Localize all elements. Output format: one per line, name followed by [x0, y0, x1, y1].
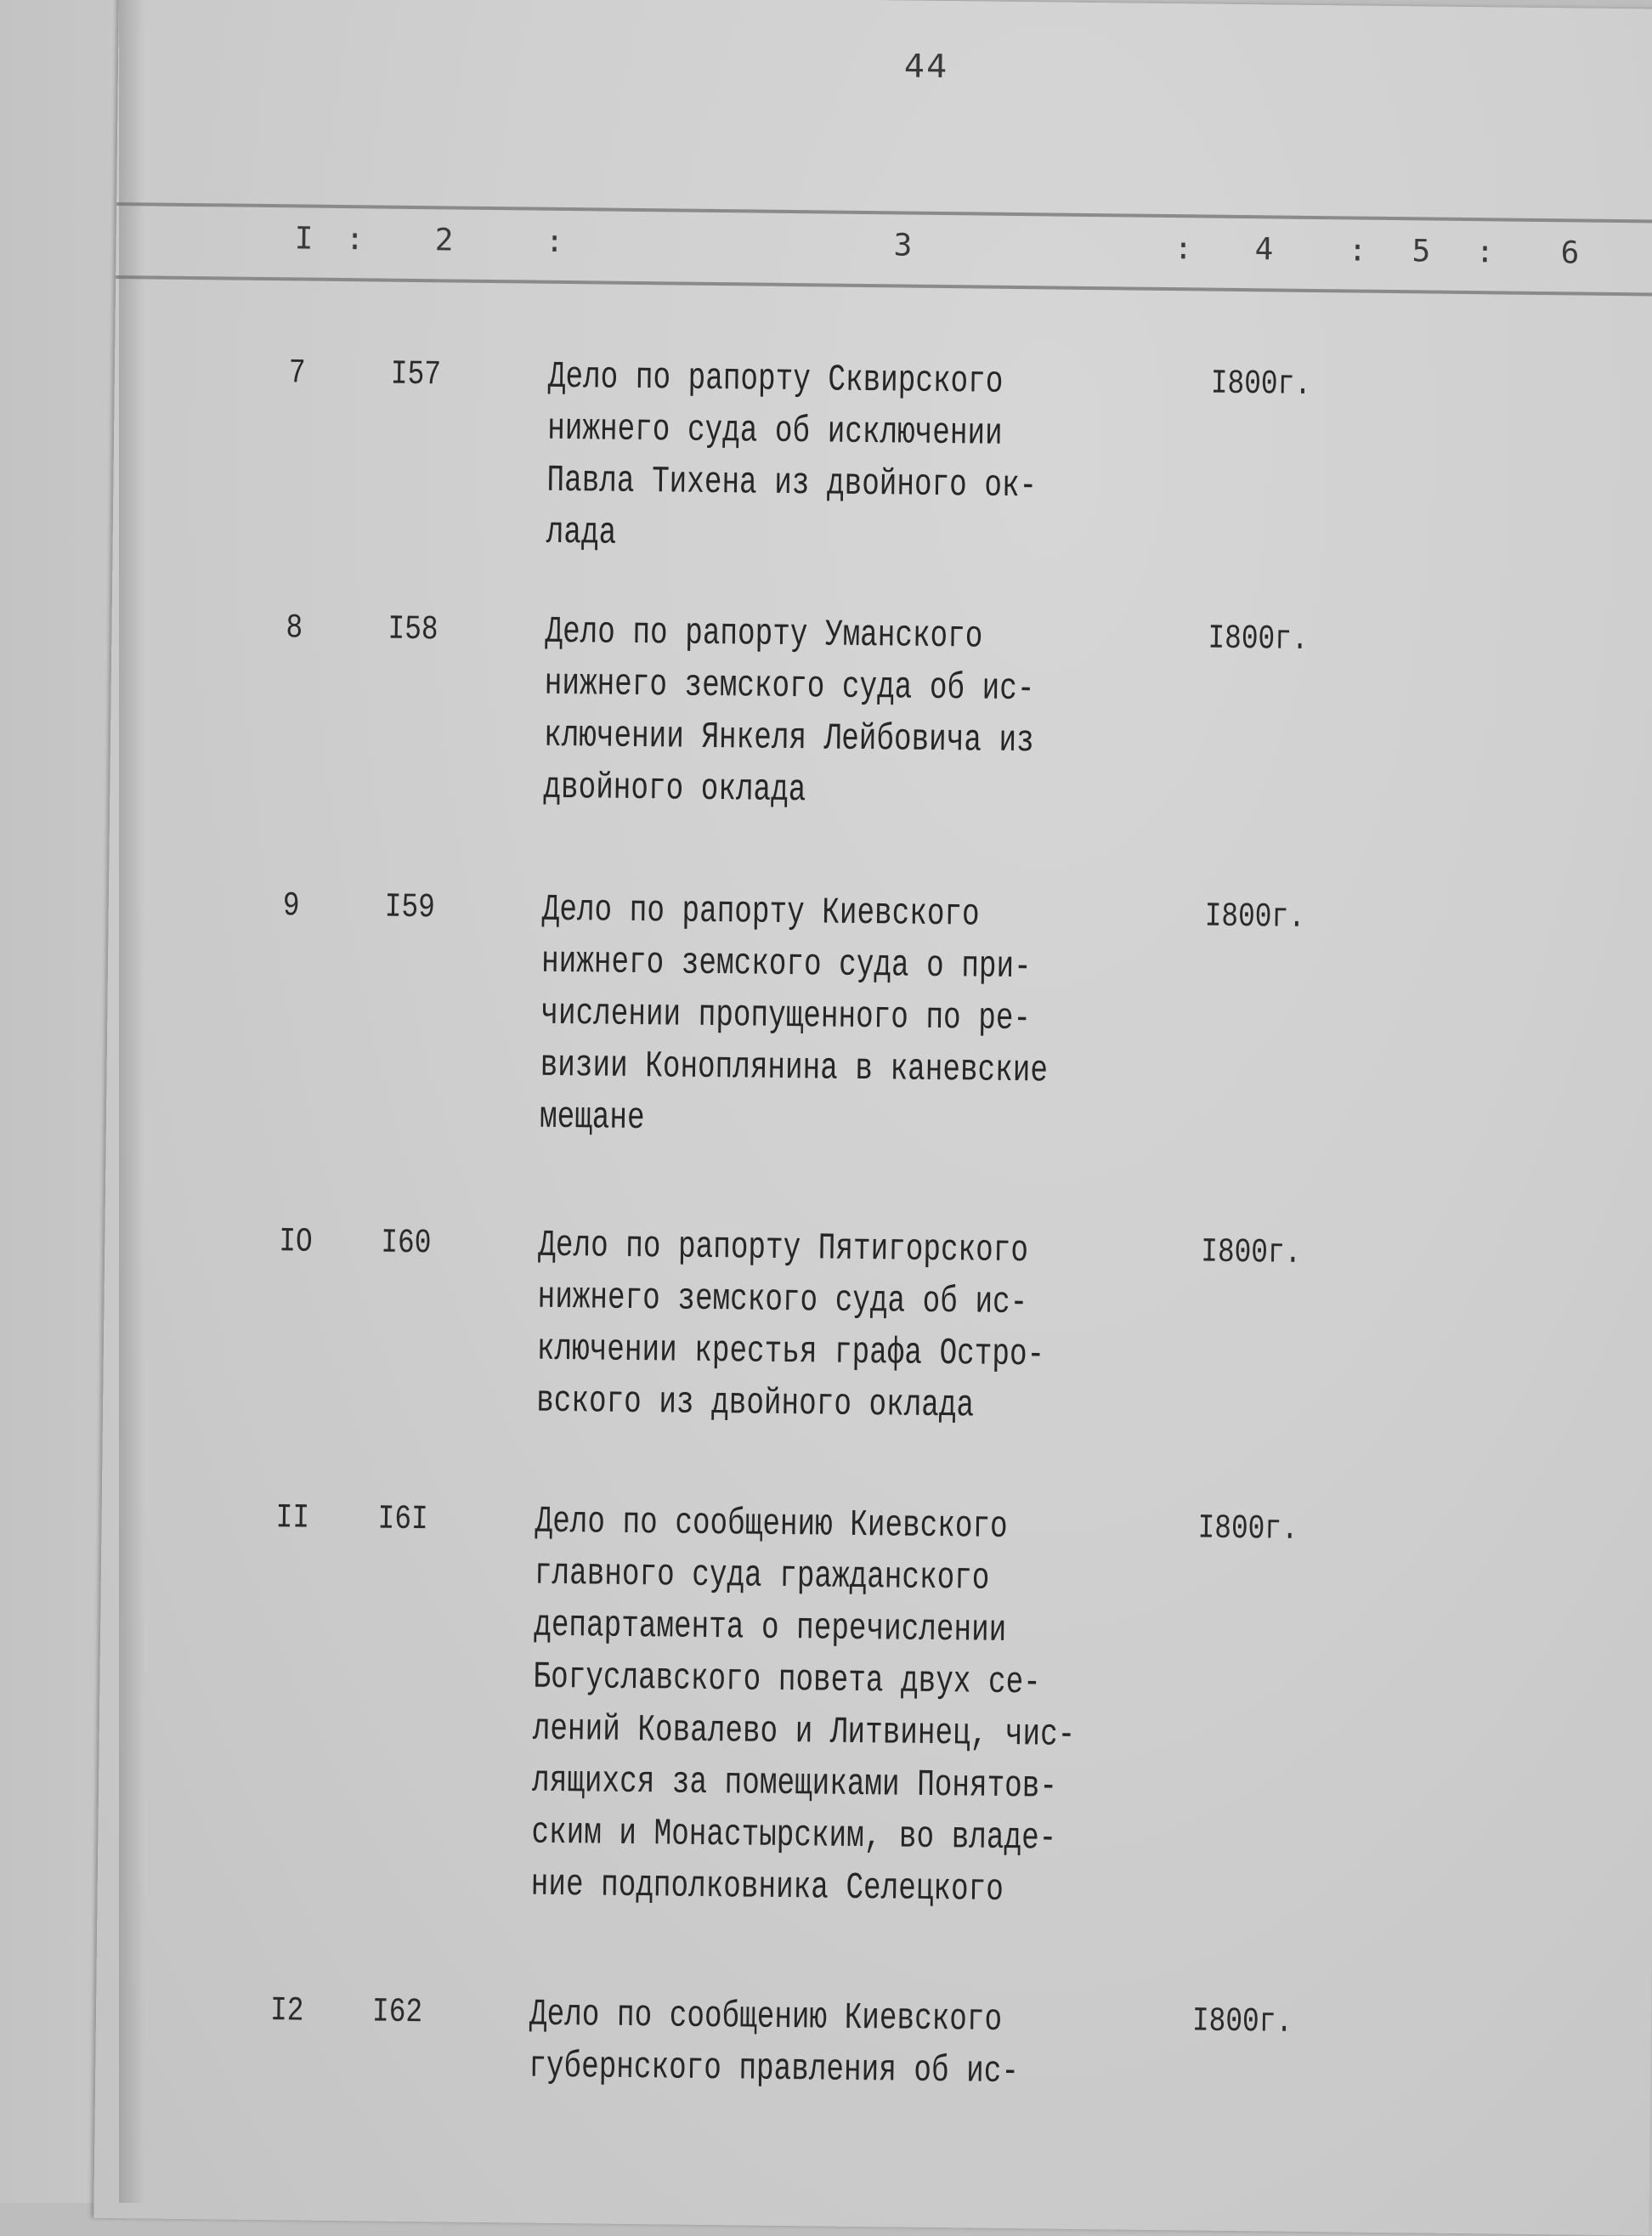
case-description: [530, 1497, 1078, 1917]
description-line: департамента о перечислении: [533, 1604, 1007, 1652]
case-number: I62: [371, 1993, 423, 2033]
description-line: двойного оклада: [543, 766, 806, 812]
description-line: главного суда гражданского: [534, 1552, 990, 1600]
case-year: I800г.: [1208, 620, 1309, 659]
entry-number: 8: [286, 609, 303, 648]
description-line: нижнего суда об исключении: [546, 407, 1003, 456]
description-line: Дело по рапорту Сквирского: [547, 355, 1004, 404]
entry-number: II: [275, 1499, 310, 1538]
case-description: [546, 352, 1038, 565]
description-line: лений Ковалево и Литвинец, чис-: [532, 1707, 1076, 1757]
case-description: [536, 1220, 1046, 1434]
description-line: ским и Монастырским, во владе-: [531, 1811, 1057, 1860]
description-line: лящихся за помещиками Понятов-: [531, 1759, 1058, 1809]
header-col-1: I: [294, 221, 314, 257]
table-header: [116, 202, 1652, 297]
description-line: нижнего земского суда о при-: [540, 940, 1032, 989]
case-year: I800г.: [1204, 897, 1306, 937]
case-year: I800г.: [1191, 2002, 1293, 2042]
header-separator: :: [1348, 233, 1367, 269]
table-row: [109, 880, 1652, 1141]
entry-number: IO: [279, 1223, 313, 1262]
description-line: губернского правления об ис-: [529, 2045, 1020, 2094]
table-row: [105, 1215, 1652, 1428]
description-line: Павла Тихена из двойного ок-: [546, 459, 1038, 508]
description-line: ние подполковника Селецкого: [530, 1863, 1004, 1911]
case-number: I60: [381, 1224, 432, 1264]
description-line: лада: [546, 511, 617, 555]
case-year: I800г.: [1197, 1509, 1298, 1549]
header-separator: :: [1475, 235, 1495, 270]
description-line: нижнего земского суда об ис-: [544, 662, 1035, 711]
case-number: I59: [384, 888, 436, 928]
description-line: числении пропущенного по ре-: [540, 992, 1032, 1041]
case-number: I58: [388, 610, 438, 650]
header-col-3: 3: [893, 228, 913, 263]
table-row: [102, 1492, 1652, 1911]
header-separator: :: [345, 222, 365, 258]
case-year: I800г.: [1200, 1233, 1302, 1273]
description-line: ключении Янкеля Лейбовича из: [543, 714, 1035, 763]
header-col-6: 6: [1560, 235, 1580, 271]
table-row: [112, 602, 1652, 812]
case-description: [543, 607, 1035, 820]
description-line: Дело по сообщению Киевского: [535, 1500, 1008, 1548]
page-number: 44: [903, 47, 949, 86]
case-number: I57: [390, 355, 442, 395]
description-line: Дело по рапорту Пятигорского: [538, 1224, 1029, 1273]
entry-number: 7: [288, 354, 306, 393]
case-number: I6I: [377, 1500, 428, 1540]
case-year: I800г.: [1210, 365, 1312, 405]
entry-number: 9: [282, 887, 300, 926]
description-line: Дело по рапорту Киевского: [541, 888, 980, 937]
description-line: Дело по сообщению Киевского: [529, 1993, 1003, 2041]
description-line: нижнего земского суда об ис-: [537, 1276, 1028, 1325]
table-row: [96, 1984, 1651, 2094]
header-col-2: 2: [434, 223, 454, 258]
table-row: [115, 347, 1652, 555]
header-col-4: 4: [1254, 232, 1274, 268]
description-line: мещане: [539, 1095, 645, 1141]
header-col-5: 5: [1412, 234, 1431, 269]
description-line: визии Коноплянина в каневские: [540, 1044, 1049, 1093]
description-line: Дело по рапорту Уманского: [545, 610, 983, 659]
case-description: [529, 1990, 1020, 2099]
entry-number: I2: [269, 1992, 304, 2031]
document-page: [93, 0, 1652, 2236]
header-separator: :: [1174, 231, 1193, 267]
case-description: [540, 885, 1050, 1150]
description-line: Богуславского повета двух се-: [533, 1656, 1042, 1705]
description-line: вского из двойного оклада: [535, 1379, 975, 1428]
description-line: ключении крестья графа Остро-: [536, 1327, 1045, 1377]
header-separator: :: [545, 224, 564, 259]
